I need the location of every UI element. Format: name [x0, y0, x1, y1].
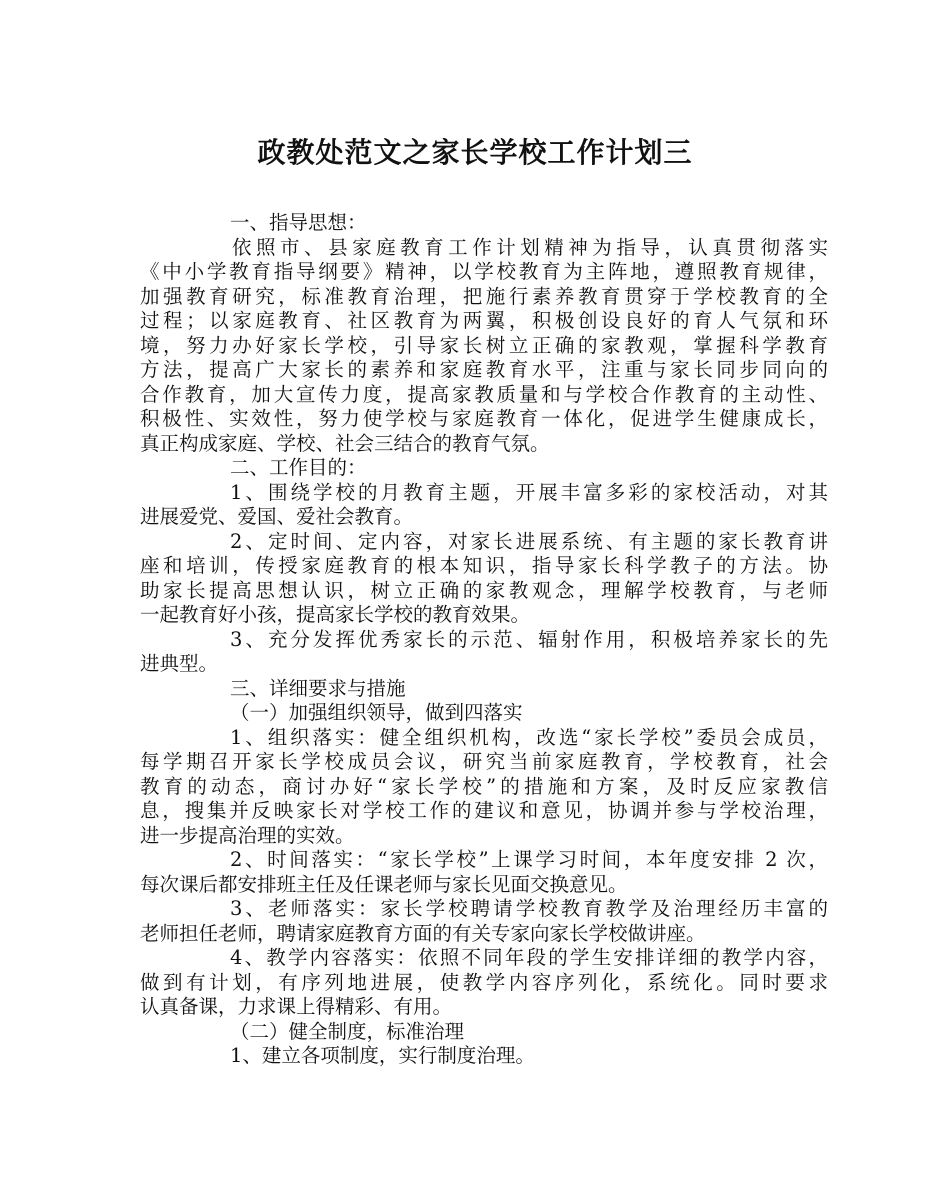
paragraph-line: 1、组织落实：健全组织机构，改选“家长学校”委员会成员，: [230, 725, 828, 749]
paragraph-line: 每次课后都安排班主任及任课老师与家长见面交换意见。: [140, 872, 628, 896]
paragraph-line: 做到有计划，有序列地进展，使教学内容序列化，系统化。同时要求: [140, 970, 828, 994]
paragraph-line: 老师担任老师，聘请家庭教育方面的有关专家向家长学校做讲座。: [140, 921, 706, 945]
paragraph-line: 加强教育研究，标准教育治理，把施行素养教育贯穿于学校教育的全: [140, 284, 828, 308]
paragraph-line: 进展爱党、爱国、爱社会教育。: [140, 505, 414, 528]
paragraph-line: 积极性、实效性，努力使学校与家庭教育一体化，促进学生健康成长，: [140, 407, 828, 430]
paragraph-line: 方法，提高广大家长的素养和家庭教育水平，注重与家长同步同向的: [140, 358, 828, 381]
paragraph-line: 境，努力办好家长学校，引导家长树立正确的家教观，掌握科学教育: [140, 333, 828, 357]
paragraph-line: 座和培训，传授家庭教育的根本知识，指导家长科学教子的方法。协: [140, 554, 828, 577]
paragraph-line: 过程；以家庭教育、社区教育为两翼，积极创设良好的育人气氛和环: [140, 309, 828, 332]
paragraph-line: 合作教育，加大宣传力度，提高家教质量和与学校合作教育的主动性、: [140, 382, 828, 406]
section-heading: 一、指导思想：: [230, 211, 367, 234]
paragraph-line: 1、围绕学校的月教育主题，开展丰富多彩的家校活动，对其: [230, 480, 828, 504]
paragraph-line: 《中小学教育指导纲要》精神，以学校教育为主阵地，遵照教育规律，: [140, 260, 828, 283]
paragraph-line: 依照市、县家庭教育工作计划精神为指导，认真贯彻落实: [232, 235, 828, 259]
paragraph-line: 1、建立各项制度，实行制度治理。: [230, 1044, 535, 1067]
subsection-heading: （一）加强组织领导，做到四落实: [230, 701, 523, 724]
paragraph-line: 助家长提高思想认识，树立正确的家教观念，理解学校教育，与老师: [140, 578, 828, 602]
paragraph-line: 认真备课，力求课上得精彩、有用。: [140, 995, 453, 1018]
subsection-heading: （二）健全制度，标准治理: [230, 1019, 465, 1043]
paragraph-line: 每学期召开家长学校成员会议，研究当前家庭教育，学校教育，社会: [140, 750, 828, 773]
paragraph-line: 教育的动态，商讨办好“家长学校”的措施和方案，及时反应家教信: [140, 774, 828, 798]
paragraph-line: 3、老师落实：家长学校聘请学校教育教学及治理经历丰富的: [230, 897, 828, 920]
paragraph-line: 真正构成家庭、学校、社会三结合的教育气氛。: [140, 431, 550, 455]
paragraph-line: 2、定时间、定内容，对家长进展系统、有主题的家长教育讲: [230, 529, 828, 553]
paragraph-line: 息，搜集并反映家长对学校工作的建议和意见，协调并参与学校治理，: [140, 799, 828, 822]
paragraph-line: 进典型。: [140, 652, 219, 675]
paragraph-line: 一起教育好小孩，提高家长学校的教育效果。: [140, 603, 531, 626]
section-heading: 二、工作目的：: [230, 456, 367, 479]
document-body: [140, 211, 828, 1069]
document-title: 政教处范文之家长学校工作计划三: [257, 136, 693, 169]
paragraph-line: 2、时间落实：“家长学校”上课学习时间，本年度安排 2 次，: [230, 848, 828, 871]
paragraph-line: 4、教学内容落实：依照不同年段的学生安排详细的教学内容，: [230, 946, 828, 969]
section-heading: 三、详细要求与措施: [230, 676, 406, 700]
paragraph-line: 进一步提高治理的实效。: [140, 823, 355, 847]
paragraph-line: 3、充分发挥优秀家长的示范、辐射作用，积极培养家长的先: [230, 627, 828, 651]
